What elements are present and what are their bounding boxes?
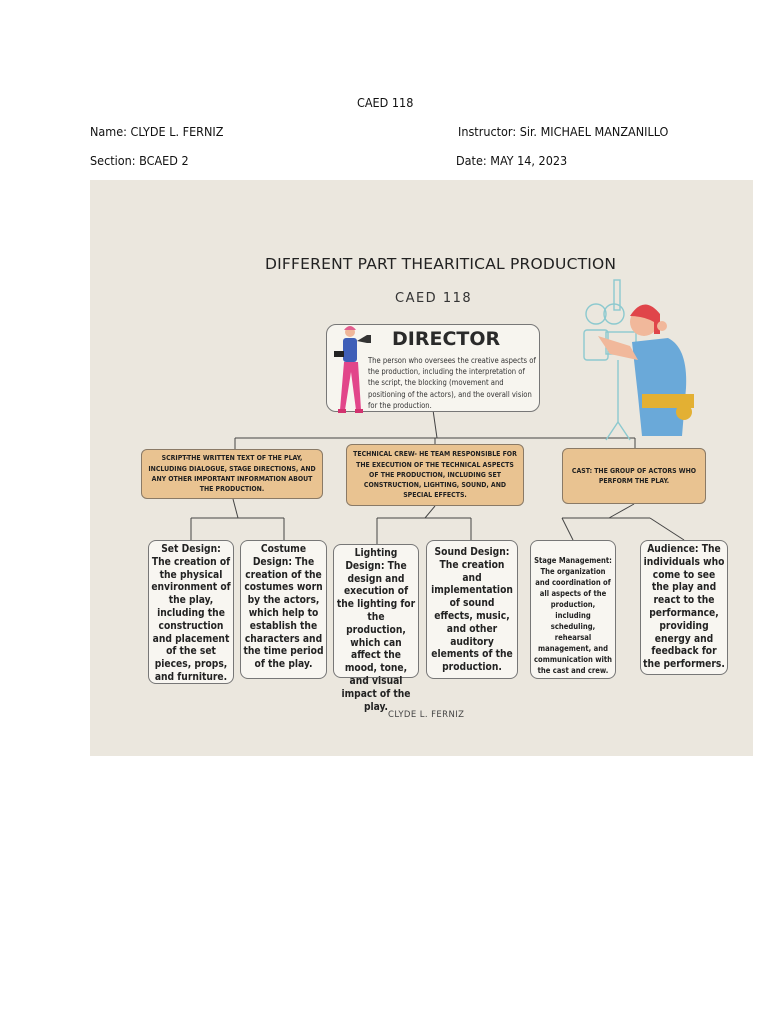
section: Section: BCAED 2 [90,153,189,168]
director-heading: DIRECTOR [392,328,501,350]
production-poster [90,180,753,756]
sound-design-box: Sound Design: The creation and implementation of sound effects, music, and other auditory elements of the production. [426,540,518,679]
costume-design-box: Costume Design: The creation of the costumes worn by the actors, which help to establish the characters and the time period of the play. [240,540,327,679]
set-design-box: Set Design: The creation of the physical environment of the play, including the construction and placement of the set pieces, props, and furniture. [148,540,234,684]
instructor: Instructor: Sir. MICHAEL MANZANILLO [458,124,669,139]
category-script: SCRIPT-THE WRITTEN TEXT OF THE PLAY, INCLUDING DIALOGUE, STAGE DIRECTIONS, AND ANY OTHER IMPORTANT INFORMATION ABOUT THE PRODUCTION. [141,449,323,499]
poster-title: DIFFERENT PART THEARITICAL PRODUCTION [265,255,617,273]
stage-management-box: Stage Management: The organization and coordination of all aspects of the production, including scheduling, rehearsal management, and communication with the cast and crew. [530,540,616,679]
poster-subtitle: CAED 118 [395,291,473,306]
course-code: CAED 118 [357,95,414,110]
poster-author: CLYDE L. FERNIZ [388,710,465,720]
lighting-design-box: Lighting Design: The design and execution of the lighting for the production, which can affect the mood, tone, and visual impact of the play. [333,544,419,678]
camera-operator-icon [578,272,704,444]
audience-box: Audience: The individuals who come to see the play and react to the performance, providing energy and feedback for the performers. [640,540,728,675]
student-name: Name: CLYDE L. FERNIZ [90,124,224,139]
category-technical-crew: TECHNICAL CREW- HE TEAM RESPONSIBLE FOR THE EXECUTION OF THE TECHNICAL ASPECTS OF THE PRODUCTION, INCLUDING SET CONSTRUCTION, LIGHTING, SOUND, AND SPECIAL EFFECTS. [346,444,524,506]
category-cast: CAST: THE GROUP OF ACTORS WHO PERFORM THE PLAY. [562,448,706,504]
director-description: The person who oversees the creative aspects of the production, including the interpretation of the script, the blocking (movement and positioning of the actors), and the overall vision for the production. [368,356,536,410]
date: Date: MAY 14, 2023 [456,153,568,168]
